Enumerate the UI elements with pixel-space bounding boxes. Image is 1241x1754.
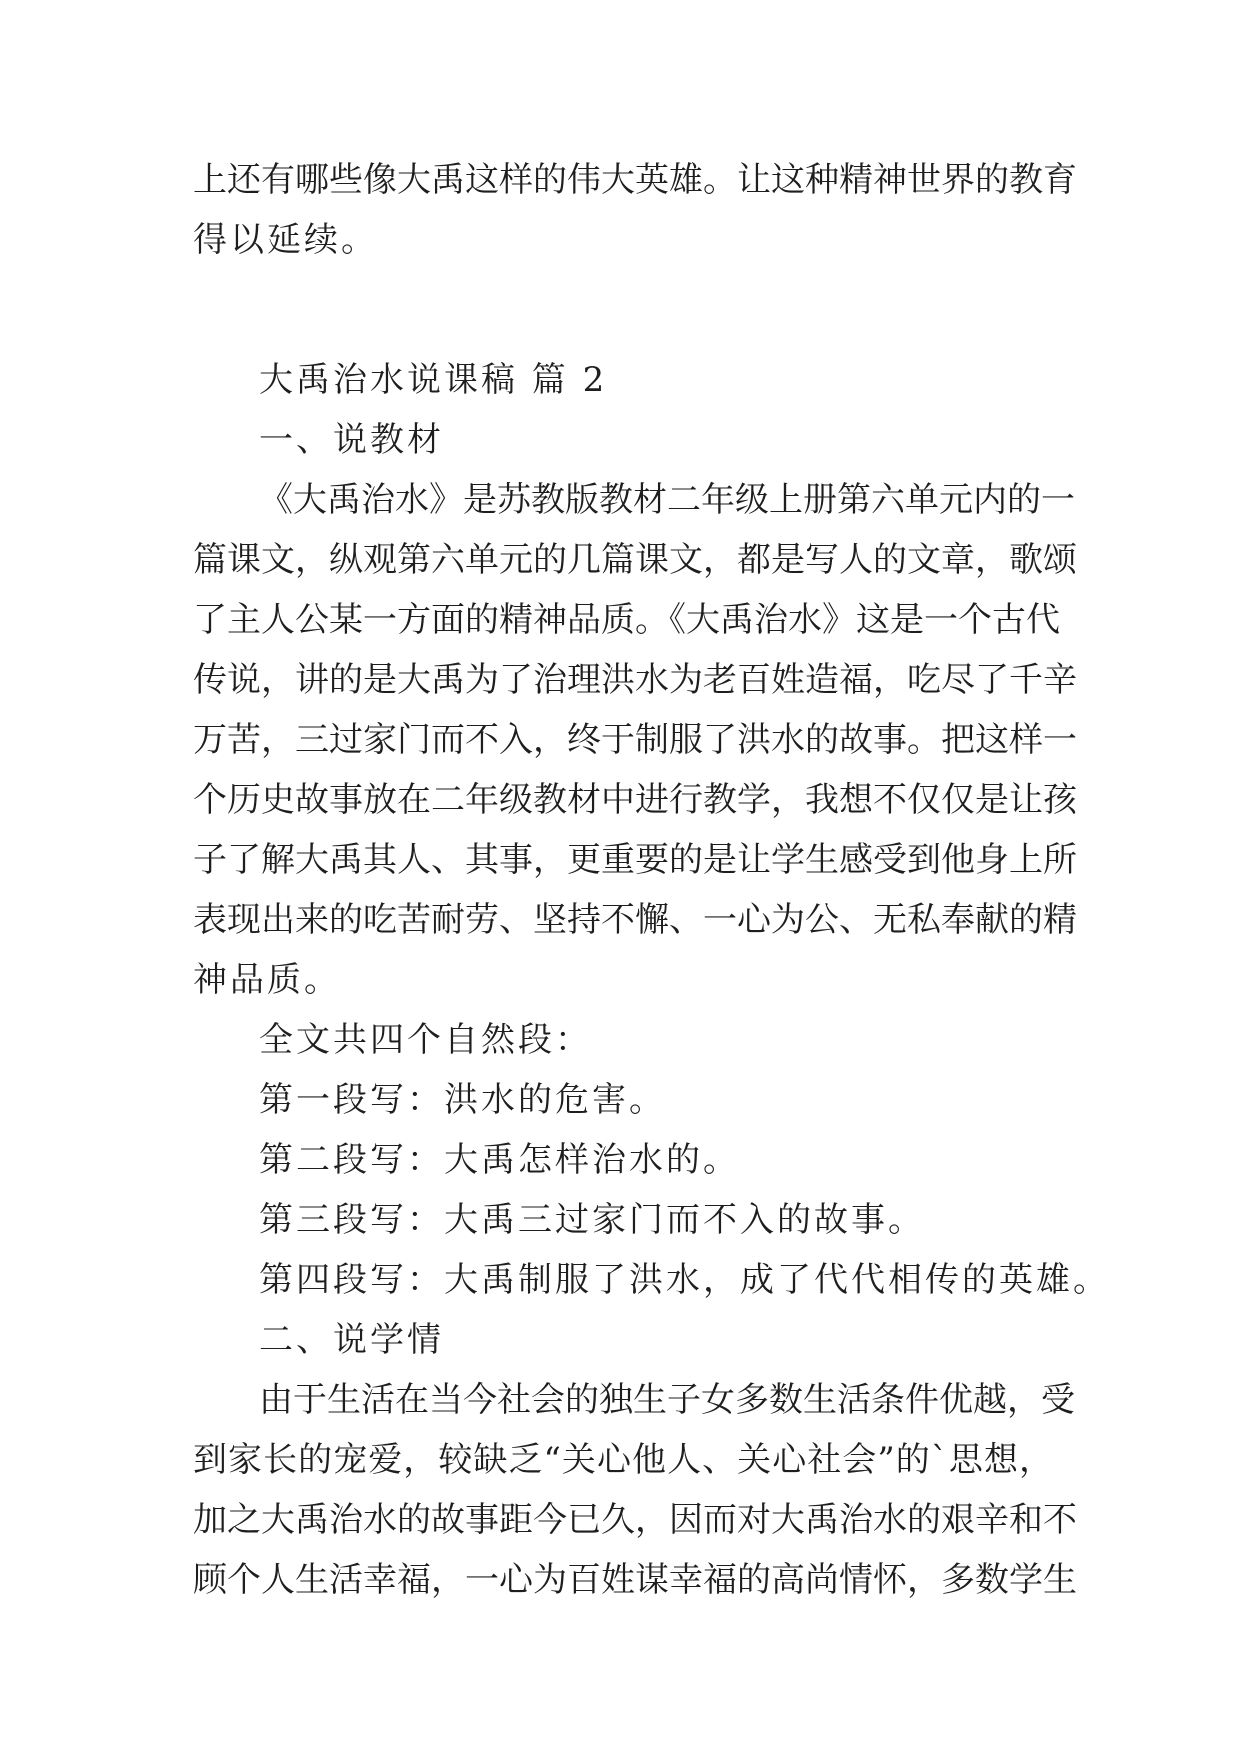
text-line: 第一段写：洪水的危害。 <box>259 1080 666 1120</box>
text-line: 加之大禹治水的故事距今已久，因而对大禹治水的艰辛和不 <box>193 1500 1077 1540</box>
text-line: 表现出来的吃苦耐劳、坚持不懈、一心为公、无私奉献的精 <box>193 900 1077 940</box>
text-line: 全文共四个自然段： <box>259 1020 592 1060</box>
text-line: 个历史故事放在二年级教材中进行教学，我想不仅仅是让孩 <box>193 780 1077 820</box>
text-line: 第三段写：大禹三过家门而不入的故事。 <box>259 1200 925 1240</box>
text-line: 神品质。 <box>193 960 341 1000</box>
text-line: 第二段写：大禹怎样治水的。 <box>259 1140 740 1180</box>
text-line: 顾个人生活幸福，一心为百姓谋幸福的高尚情怀，多数学生 <box>193 1560 1077 1600</box>
text-line: 《大禹治水》是苏教版教材二年级上册第六单元内的一 <box>259 480 1075 520</box>
text-line: 了主人公某一方面的精神品质。《大禹治水》这是一个古代 <box>193 600 1060 640</box>
document-body <box>193 150 1110 1610</box>
section-title: 大禹治水说课稿 篇 2 <box>259 360 608 400</box>
text-line: 篇课文，纵观第六单元的几篇课文，都是写人的文章，歌颂 <box>193 540 1077 580</box>
text-line: 第四段写：大禹制服了洪水，成了代代相传的英雄。 <box>259 1260 1110 1300</box>
section-heading: 二、说学情 <box>259 1320 444 1360</box>
text-line: 到家长的宠爱，较缺乏“关心他人、关心社会”的`思想， <box>193 1440 1053 1480</box>
text-line: 由于生活在当今社会的独生子女多数生活条件优越，受 <box>259 1380 1075 1420</box>
text-line: 万苦，三过家门而不入，终于制服了洪水的故事。把这样一 <box>193 720 1077 760</box>
text-line: 得以延续。 <box>193 220 378 260</box>
text-line: 子了解大禹其人、其事，更重要的是让学生感受到他身上所 <box>193 840 1077 880</box>
section-heading: 一、说教材 <box>259 420 444 460</box>
section-gap <box>193 270 1053 350</box>
text-line: 上还有哪些像大禹这样的伟大英雄。让这种精神世界的教育 <box>193 160 1077 200</box>
text-line: 传说，讲的是大禹为了治理洪水为老百姓造福，吃尽了千辛 <box>193 660 1077 700</box>
